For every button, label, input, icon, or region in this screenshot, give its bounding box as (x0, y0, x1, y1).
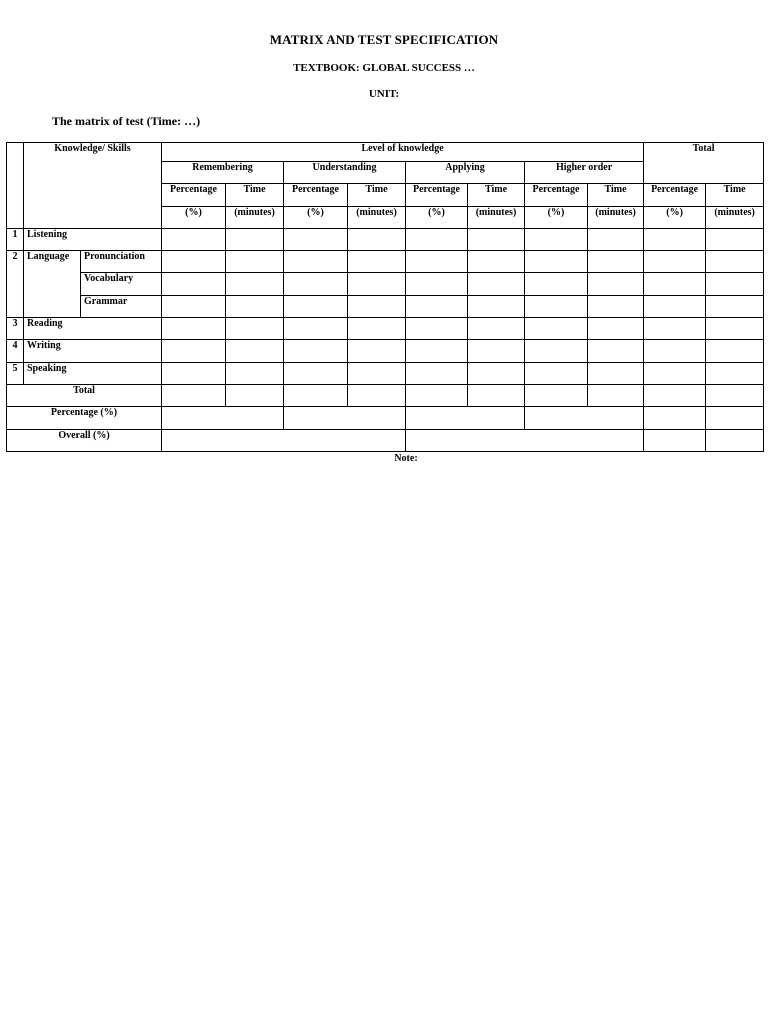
table-cell (284, 251, 348, 273)
table-cell (588, 273, 644, 295)
table-cell (162, 362, 226, 384)
table-cell (525, 340, 588, 362)
table-cell (406, 295, 468, 317)
col-time-unit: (minutes) (348, 206, 406, 228)
table-cell (644, 228, 706, 250)
skill-label: Writing (24, 340, 162, 362)
col-time-unit: (minutes) (706, 206, 764, 228)
table-cell (644, 384, 706, 406)
table-cell (644, 295, 706, 317)
matrix-label: The matrix of test (Time: …) (52, 114, 201, 128)
table-cell (468, 340, 525, 362)
table-cell (226, 384, 284, 406)
row-number: 2 (7, 251, 24, 318)
table-cell (226, 228, 284, 250)
table-cell (468, 362, 525, 384)
table-row (7, 295, 764, 317)
table-cell (468, 251, 525, 273)
table-cell (284, 228, 348, 250)
table-cell (644, 273, 706, 295)
table-cell (162, 251, 226, 273)
percentage-label: Percentage (%) (7, 407, 162, 429)
unit-line: UNIT: (368, 88, 400, 100)
table-cell (468, 228, 525, 250)
col-percentage: Percentage (525, 184, 588, 206)
col-percentage-unit: (%) (644, 206, 706, 228)
table-cell (706, 273, 764, 295)
table-cell (348, 228, 406, 250)
table-cell (644, 407, 706, 429)
header-row (7, 143, 764, 162)
table-row (7, 251, 764, 273)
col-percentage: Percentage (284, 184, 348, 206)
col-percentage: Percentage (406, 184, 468, 206)
table-cell (406, 318, 468, 340)
table-cell (226, 295, 284, 317)
row-number: 4 (7, 340, 24, 362)
table-cell (706, 295, 764, 317)
table-row (7, 318, 764, 340)
table-cell (162, 273, 226, 295)
table-cell (644, 362, 706, 384)
table-cell (348, 318, 406, 340)
col-time: Time (468, 184, 525, 206)
col-time-unit: (minutes) (588, 206, 644, 228)
table-cell (348, 273, 406, 295)
table-cell (284, 362, 348, 384)
total-row (7, 384, 764, 406)
table-cell (406, 362, 468, 384)
table-cell (706, 318, 764, 340)
table-cell (162, 295, 226, 317)
table-row (7, 228, 764, 250)
table-cell (406, 384, 468, 406)
table-cell (588, 251, 644, 273)
table-cell (162, 384, 226, 406)
table-cell (525, 251, 588, 273)
table-cell (226, 362, 284, 384)
total-header: Total (644, 143, 764, 184)
overall-label: Overall (%) (7, 429, 162, 451)
table-cell (406, 429, 644, 451)
col-percentage-unit: (%) (162, 206, 226, 228)
table-cell (706, 251, 764, 273)
table-cell (226, 340, 284, 362)
table-cell (588, 362, 644, 384)
table-cell (162, 429, 406, 451)
overall-row (7, 429, 764, 451)
table-cell (406, 407, 525, 429)
subskill-label: Grammar (81, 295, 162, 317)
table-row (7, 362, 764, 384)
table-cell (226, 251, 284, 273)
level-remembering: Remembering (162, 162, 284, 184)
table-cell (525, 407, 644, 429)
table-cell (348, 384, 406, 406)
table-cell (525, 295, 588, 317)
table-cell (162, 318, 226, 340)
table-cell (644, 318, 706, 340)
table-cell (348, 295, 406, 317)
note-label: Note: (394, 453, 418, 464)
level-of-knowledge-header: Level of knowledge (162, 143, 644, 162)
table-cell (644, 340, 706, 362)
table-cell (644, 429, 706, 451)
table-cell (468, 318, 525, 340)
table-cell (162, 340, 226, 362)
table-cell (588, 295, 644, 317)
table-cell (406, 273, 468, 295)
col-time: Time (226, 184, 284, 206)
col-percentage-unit: (%) (284, 206, 348, 228)
level-higher-order: Higher order (525, 162, 644, 184)
table-cell (525, 384, 588, 406)
table-row (7, 340, 764, 362)
col-time: Time (706, 184, 764, 206)
row-number: 1 (7, 228, 24, 250)
table-cell (284, 273, 348, 295)
table-cell (525, 273, 588, 295)
table-cell (588, 340, 644, 362)
level-applying: Applying (406, 162, 525, 184)
subskill-label: Vocabulary (81, 273, 162, 295)
textbook-line: TEXTBOOK: GLOBAL SUCCESS … (293, 62, 475, 74)
row-number: 3 (7, 318, 24, 340)
col-time-unit: (minutes) (468, 206, 525, 228)
table-cell (706, 340, 764, 362)
table-cell (406, 228, 468, 250)
table-cell (706, 407, 764, 429)
skill-label: Listening (24, 228, 162, 250)
table-cell (348, 251, 406, 273)
row-number: 5 (7, 362, 24, 384)
col-time-unit: (minutes) (226, 206, 284, 228)
table-cell (406, 340, 468, 362)
table-cell (406, 251, 468, 273)
skill-label: Speaking (24, 362, 162, 384)
col-time: Time (588, 184, 644, 206)
table-cell (525, 362, 588, 384)
table-cell (706, 228, 764, 250)
table-cell (348, 362, 406, 384)
skill-label: Language (24, 251, 81, 318)
table-cell (284, 318, 348, 340)
table-cell (588, 318, 644, 340)
percentage-row (7, 407, 764, 429)
table-row (7, 273, 764, 295)
table-cell (284, 340, 348, 362)
col-time: Time (348, 184, 406, 206)
table-cell (706, 429, 764, 451)
subskill-label: Pronunciation (81, 251, 162, 273)
table-cell (162, 228, 226, 250)
table-cell (525, 318, 588, 340)
table-cell (284, 384, 348, 406)
table-cell (162, 407, 284, 429)
table-cell (226, 318, 284, 340)
knowledge-skills-header: Knowledge/ Skills (24, 143, 162, 229)
col-percentage-unit: (%) (525, 206, 588, 228)
table-cell (525, 228, 588, 250)
table-cell (284, 295, 348, 317)
table-cell (706, 362, 764, 384)
table-cell (348, 340, 406, 362)
col-percentage: Percentage (644, 184, 706, 206)
table-cell (468, 295, 525, 317)
table-cell (588, 228, 644, 250)
table-cell (644, 251, 706, 273)
total-label: Total (7, 384, 162, 406)
level-understanding: Understanding (284, 162, 406, 184)
table-cell (284, 407, 406, 429)
col-percentage: Percentage (162, 184, 226, 206)
table-cell (706, 384, 764, 406)
table-cell (468, 384, 525, 406)
matrix-table (6, 142, 764, 452)
skill-label: Reading (24, 318, 162, 340)
table-cell (588, 384, 644, 406)
col-percentage-unit: (%) (406, 206, 468, 228)
document-title: MATRIX AND TEST SPECIFICATION (269, 32, 499, 47)
table-cell (226, 273, 284, 295)
header-num-cell (7, 143, 24, 229)
table-cell (468, 273, 525, 295)
